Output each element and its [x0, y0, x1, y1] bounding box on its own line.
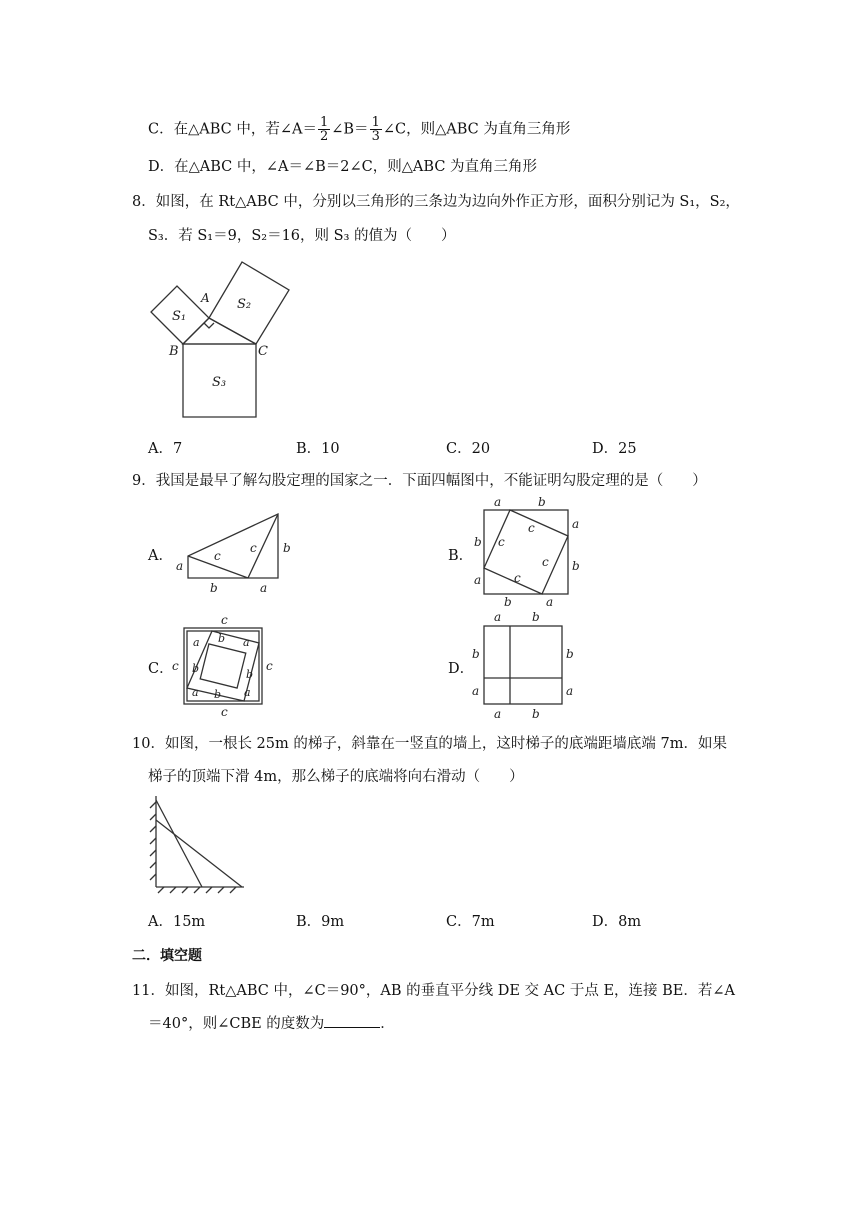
svg-text:c: c	[514, 571, 521, 585]
svg-text:b: b	[532, 610, 540, 624]
q9a-side-a: a	[176, 559, 184, 573]
svg-text:c: c	[266, 659, 273, 673]
svg-text:b: b	[192, 662, 200, 675]
ladder-slid	[156, 820, 242, 887]
fraction-half: $\frac{1}{2}$	[319, 115, 329, 144]
q7-option-c-mid: ∠B＝	[331, 121, 369, 138]
q11-stem-line2-end: ．	[380, 1016, 395, 1032]
q8-stem-line2: S₃．若 S₁＝9，S₂＝16，则 S₃ 的值为（ ）	[148, 228, 456, 244]
svg-text:a: a	[494, 495, 502, 509]
svg-text:a: a	[243, 636, 250, 649]
q10-stem-line1: 10．如图，一根长 25m 的梯子，斜靠在一竖直的墙上，这时梯子的底端距墙底端 7m．如果	[132, 736, 727, 752]
q9a-side-a2: a	[260, 581, 268, 595]
right-triangle-abc	[183, 318, 256, 344]
svg-text:a: a	[572, 517, 580, 531]
q9-figure-d	[468, 606, 584, 722]
svg-text:c: c	[498, 535, 505, 549]
svg-text:c: c	[528, 521, 535, 535]
q9-figure-b	[468, 494, 584, 610]
right-angle-mark	[204, 323, 214, 328]
q11-stem-line1: 11．如图，Rt△ABC 中，∠C＝90°，AB 的垂直平分线 DE 交 AC 于点 E，连接 BE．若∠A	[132, 983, 736, 999]
q10-option-a: A．15m	[148, 914, 206, 930]
q8-option-d: D．25	[592, 441, 637, 457]
svg-text:a: a	[244, 686, 251, 699]
label-S3: S₃	[212, 375, 227, 390]
svg-text:c: c	[221, 613, 228, 627]
q7-option-c-post: ∠C，则△ABC 为直角三角形	[382, 121, 571, 138]
q9-label-b: B．	[448, 548, 474, 564]
q10-stem-line2: 梯子的顶端下滑 4m，那么梯子的底端将向右滑动（ ）	[148, 769, 524, 785]
svg-text:b: b	[566, 647, 574, 661]
q11-answer-blank[interactable]	[324, 1015, 380, 1028]
svg-text:b: b	[532, 707, 540, 721]
q10-option-b: B．9m	[296, 914, 345, 930]
svg-text:b: b	[246, 668, 254, 681]
svg-text:a: a	[494, 707, 502, 721]
svg-text:c: c	[172, 659, 179, 673]
label-S1: S₁	[172, 309, 187, 324]
svg-text:b: b	[572, 559, 580, 573]
q9a-side-b1: b	[283, 541, 291, 555]
q11-stem-line2-text: ＝40°，则∠CBE 的度数为	[148, 1016, 325, 1032]
label-A: A	[201, 291, 210, 305]
q8-stem-line1: 8．如图，在 Rt△ABC 中，分别以三角形的三条边为边向外作正方形，面积分别记为 S₁，S₂，	[132, 194, 740, 210]
q8-option-a: A．7	[148, 441, 183, 457]
q8-option-b: B．10	[296, 441, 340, 457]
svg-text:b: b	[504, 595, 512, 609]
q10-option-d: D．8m	[592, 914, 642, 930]
svg-text:a: a	[474, 573, 482, 587]
svg-text:a: a	[494, 610, 502, 624]
q11-stem-line2	[148, 1014, 395, 1034]
q9-figure-c	[168, 612, 278, 718]
svg-text:c: c	[221, 705, 228, 718]
q8-option-c: C．20	[446, 441, 491, 457]
q7-option-c	[148, 116, 570, 143]
fraction-third: $\frac{1}{3}$	[371, 115, 380, 144]
svg-text:a: a	[472, 684, 480, 698]
svg-text:a: a	[566, 684, 574, 698]
svg-text:b: b	[474, 535, 482, 549]
label-B: B	[169, 344, 179, 359]
q10-ladder-figure	[146, 792, 246, 902]
q7-option-d: D．在△ABC 中，∠A＝∠B＝2∠C，则△ABC 为直角三角形	[148, 159, 538, 175]
ladder-original	[156, 800, 202, 887]
q9-label-a: A．	[148, 548, 173, 564]
q9a-side-c1: c	[214, 549, 221, 563]
q8-figure	[145, 258, 295, 420]
svg-text:a: a	[192, 686, 199, 699]
q10-option-c: C．7m	[446, 914, 495, 930]
section-fill-in-title: 二．填空题	[132, 948, 202, 964]
q9a-side-c2: c	[250, 541, 257, 555]
q9-stem: 9．我国是最早了解勾股定理的国家之一．下面四幅图中，不能证明勾股定理的是（ ）	[132, 473, 707, 489]
label-C: C	[258, 344, 268, 359]
q9-figure-a	[170, 508, 300, 598]
label-S2: S₂	[237, 297, 252, 312]
q9-label-d: D．	[448, 661, 475, 677]
svg-text:a: a	[193, 636, 200, 649]
q9a-side-b2: b	[210, 581, 218, 595]
q7-option-c-pre: C．在△ABC 中，若∠A＝	[148, 121, 317, 138]
svg-text:b: b	[538, 495, 546, 509]
svg-text:a: a	[546, 595, 554, 609]
svg-text:b: b	[214, 688, 222, 701]
q9-label-c: C．	[148, 661, 174, 677]
svg-text:c: c	[542, 555, 549, 569]
svg-text:b: b	[218, 632, 226, 645]
svg-text:b: b	[472, 647, 480, 661]
